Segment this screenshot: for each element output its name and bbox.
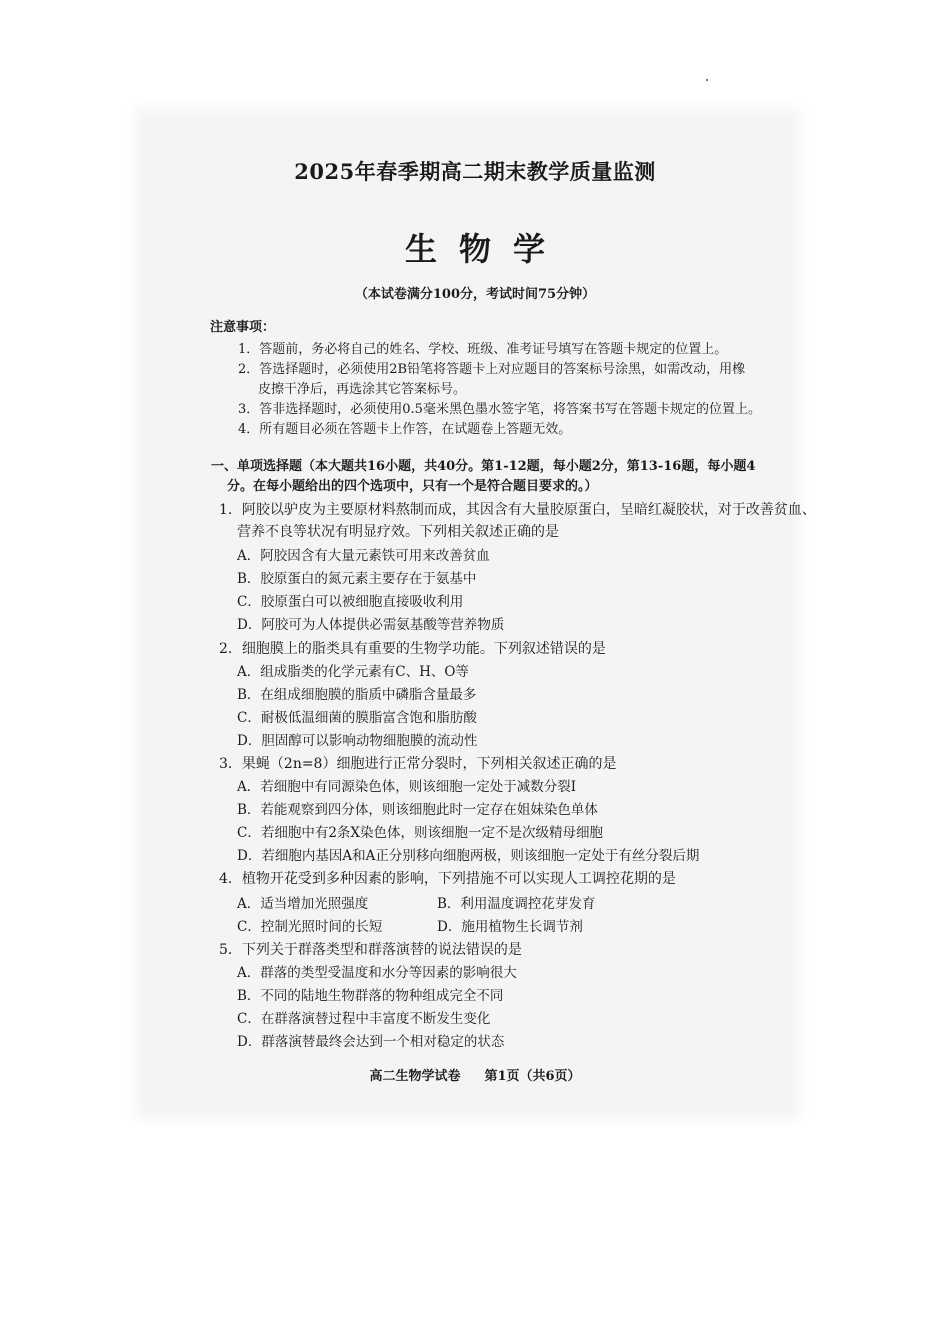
question-option: B．利用温度调控花芽发育 xyxy=(437,896,596,912)
question-option: D．若细胞内基因A和A正分别移向细胞两极，则该细胞一定处于有丝分裂后期 xyxy=(237,848,700,864)
question-option: A．若细胞中有同源染色体，则该细胞一定处于减数分裂Ⅰ xyxy=(237,779,577,795)
question-stem: 2．细胞膜上的脂类具有重要的生物学功能。下列叙述错误的是 xyxy=(219,641,606,657)
subject-title: 生物学 xyxy=(404,230,567,268)
footer-page-number: 第1页（共6页） xyxy=(484,1069,581,1084)
notice-item: 1．答题前，务必将自己的姓名、学校、班级、准考证号填写在答题卡规定的位置上。 xyxy=(238,342,728,357)
question-stem: 1．阿胶以驴皮为主要原材料熬制而成，其因含有大量胶原蛋白，呈暗红凝胶状，对于改善贫血、 xyxy=(219,502,816,518)
page-footer xyxy=(0,1065,950,1084)
scan-speck xyxy=(706,79,708,81)
question-option: C．在群落演替过程中丰富度不断发生变化 xyxy=(237,1011,491,1027)
question-option: D．胆固醇可以影响动物细胞膜的流动性 xyxy=(237,733,478,749)
question-option: B．不同的陆地生物群落的物种组成完全不同 xyxy=(237,988,504,1004)
section-heading: 分。在每小题给出的四个选项中，只有一个是符合题目要求的。） xyxy=(227,479,598,494)
score-note: （本试卷满分100分，考试时间75分钟） xyxy=(354,287,596,302)
question-stem: 4．植物开花受到多种因素的影响，下列措施不可以实现人工调控花期的是 xyxy=(219,871,676,887)
question-option: A．组成脂类的化学元素有C、H、O等 xyxy=(237,664,469,680)
notice-item: 4．所有题目必须在答题卡上作答，在试题卷上答题无效。 xyxy=(238,422,572,437)
question-option: C．若细胞中有2条X染色体，则该细胞一定不是次级精母细胞 xyxy=(237,825,604,841)
question-option: B．胶原蛋白的氮元素主要存在于氨基中 xyxy=(237,571,477,587)
question-option: A．群落的类型受温度和水分等因素的影响很大 xyxy=(237,965,517,981)
question-option: C．胶原蛋白可以被细胞直接吸收利用 xyxy=(237,594,464,610)
question-option: A．阿胶因含有大量元素铁可用来改善贫血 xyxy=(237,548,490,564)
question-option: D．阿胶可为人体提供必需氨基酸等营养物质 xyxy=(237,617,505,633)
question-option: B．在组成细胞膜的脂质中磷脂含量最多 xyxy=(237,687,477,703)
section-heading: 一、单项选择题（本大题共16小题，共40分。第1-12题，每小题2分，第13-16题，每小题4 xyxy=(211,459,756,474)
question-stem: 3．果蝇（2n=8）细胞进行正常分裂时，下列相关叙述正确的是 xyxy=(219,756,617,772)
exam-title: 2025年春季期高二期末教学质量监测 xyxy=(294,159,656,184)
question-option: D．施用植物生长调节剂 xyxy=(437,919,583,935)
question-stem: 5．下列关于群落类型和群落演替的说法错误的是 xyxy=(219,942,522,958)
footer-paper-name: 高二生物学试卷 xyxy=(369,1069,461,1084)
question-option: D．群落演替最终会达到一个相对稳定的状态 xyxy=(237,1034,505,1050)
question-option: C．耐极低温细菌的膜脂富含饱和脂肪酸 xyxy=(237,710,477,726)
question-option: B．若能观察到四分体，则该细胞此时一定存在姐妹染色单体 xyxy=(237,802,598,818)
question-stem: 营养不良等状况有明显疗效。下列相关叙述正确的是 xyxy=(237,524,559,540)
notice-title: 注意事项： xyxy=(210,320,276,335)
notice-item: 2．答选择题时，必须使用2B铅笔将答题卡上对应题目的答案标号涂黑，如需改动，用橡 xyxy=(238,362,746,377)
notice-item: 3．答非选择题时，必须使用0.5毫米黑色墨水签字笔，将答案书写在答题卡规定的位置上。 xyxy=(238,402,761,417)
notice-item: 皮擦干净后，再选涂其它答案标号。 xyxy=(258,382,467,397)
question-option: C．控制光照时间的长短 xyxy=(237,919,383,935)
question-option: A．适当增加光照强度 xyxy=(237,896,369,912)
